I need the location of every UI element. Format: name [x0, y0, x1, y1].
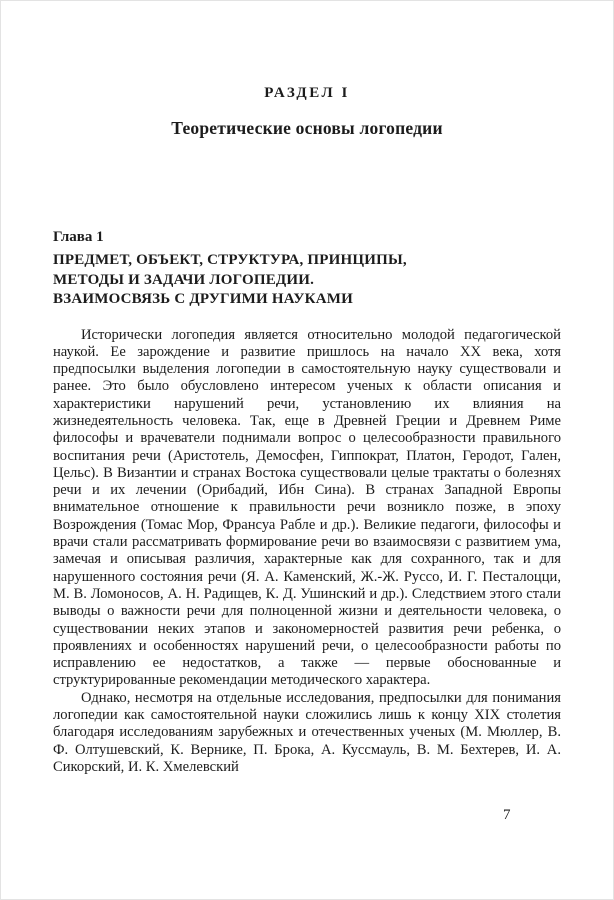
section-title: Теоретические основы логопедии: [171, 118, 443, 138]
body-text: [53, 327, 561, 777]
chapter-heading-line-3: ВЗАИМОСВЯЗЬ С ДРУГИМИ НАУКАМИ: [53, 291, 353, 307]
page-number: 7: [503, 807, 511, 823]
chapter-heading: [53, 251, 561, 310]
paragraph-2: Однако, несмотря на отдельные исследования, предпосылки для понимания логопедии как самостоятельной науки сложились лишь к концу XIX столетия благодаря исследованиям зарубежных и отечественных ученых (М. Мюллер, В. Ф. Олтушевский, К. Вернике, П. Брока, А. Куссмауль, В. М. Бехтерев, И. А. Сикорский, И. К. Хмелевский: [53, 689, 561, 775]
section-kicker: РАЗДЕЛ I: [264, 85, 350, 101]
chapter-heading-line-1: ПРЕДМЕТ, ОБЪЕКТ, СТРУКТУРА, ПРИНЦИПЫ,: [53, 252, 407, 268]
chapter-label: Глава 1: [53, 229, 104, 245]
paragraph-1: Исторически логопедия является относительно молодой педагогической наукой. Ее зарождение и развитие пришлось на начало XX века, хотя предпосылки выделения логопедии в самостоятельную науку существовали и ранее. Это было обусловлено интересом ученых к области описания и характеристики нарушений речи, установлению их влияния на жизнедеятельность человека. Так, еще в Древней Греции и Древнем Риме философы и врачеватели поднимали вопрос о целесообразности правильного воспитания речи (Аристотель, Демосфен, Гиппократ, Платон, Геродот, Гален, Цельс). В Византии и странах Востока существовали целые трактаты о болезнях речи и их лечении (Орибадий, Ибн Сина). В странах Западной Европы внимательное отношение к правильности речи возникло позже, в эпоху Возрождения (Томас Мор, Франсуа Рабле и др.). Великие педагоги, философы и врачи стали рассматривать формирование речи во взаимосвязи с развитием ума, замечая и описывая различия, характерные как для сохранного, так и для нарушенного состояния речи (Я. А. Каменский, Ж.-Ж. Руссо, И. Г. Песталоцци, М. В. Ломоносов, А. Н. Радищев, К. Д. Ушинский и др.). Следствием этого стали выводы о важности речи для полноценной жизни и деятельности человека, о существовании неких этапов и закономерностей развития речи ребенка, о проявлениях и особенностях нарушений речи, о целесообразности работы по исправлению ее недостатков, а также — первые обоснованные и структурированные рекомендации методического характера.: [53, 326, 561, 689]
chapter-heading-line-2: МЕТОДЫ И ЗАДАЧИ ЛОГОПЕДИИ.: [53, 271, 315, 288]
